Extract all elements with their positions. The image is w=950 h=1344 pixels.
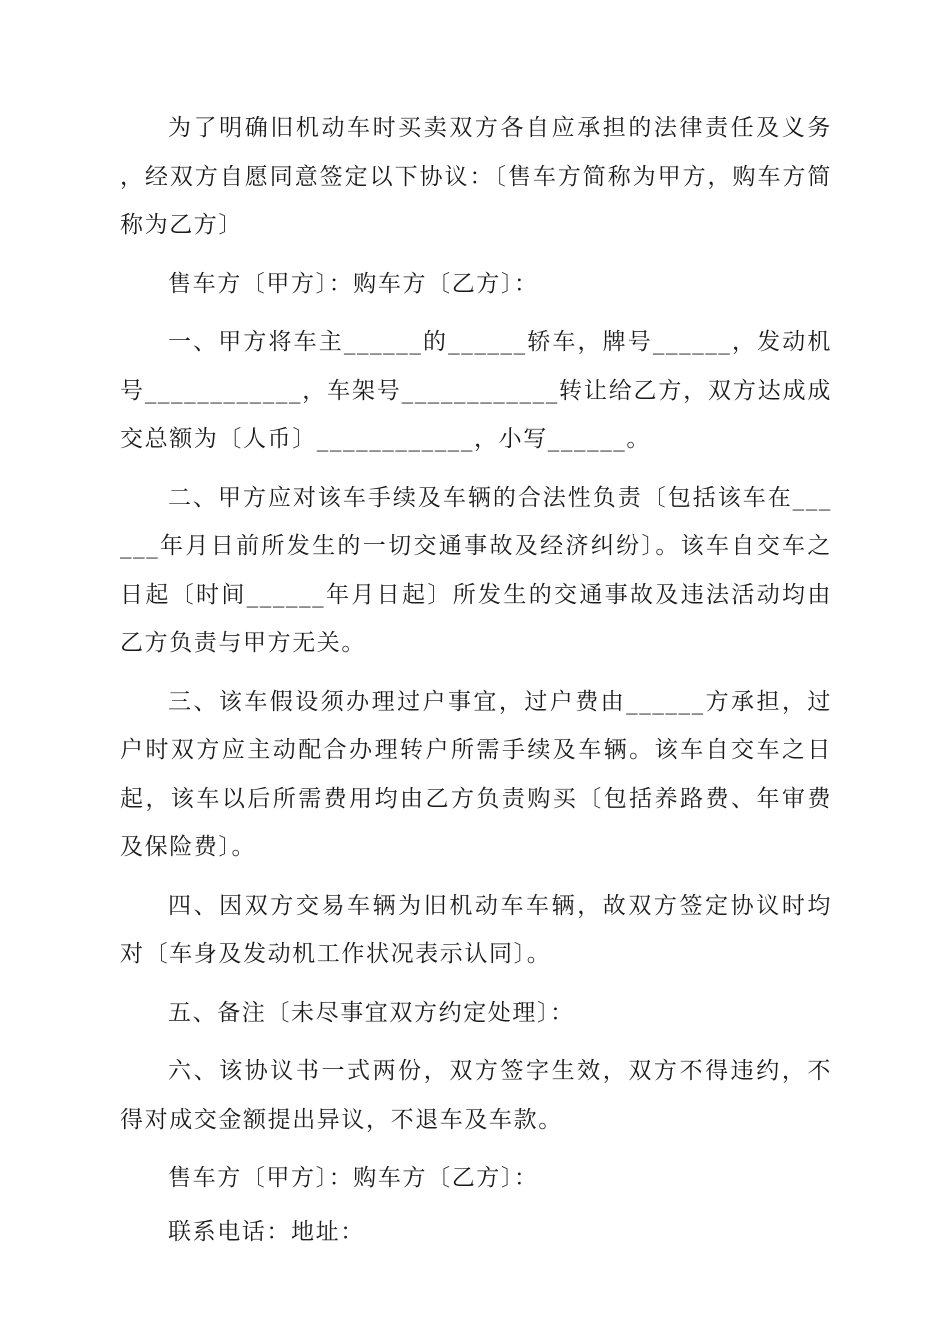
signature-parties-line: 售车方〔甲方〕：购车方〔乙方〕：: [168, 1165, 539, 1191]
intro-paragraph: 为了明确旧机动车时买卖双方各自应承担的法律责任及义务，经双方自愿同意签定以下协议：〔售车方简称为甲方，购车方简称为乙方〕: [120, 115, 832, 238]
clause-1: 一、甲方将车主______的______轿车，牌号______，发动机号____________，车架号____________转让给乙方，双方达成成交总额为〔人币〕____________，小写______。: [120, 329, 832, 452]
clause-3: 三、该车假设须办理过户事宜，过户费由______方承担，过户时双方应主动配合办理转户所需手续及车辆。该车自交车之日起，该车以后所需费用均由乙方负责购买〔包括养路费、年审费及保险费〕。: [120, 688, 832, 860]
parties-line: 售车方〔甲方〕：购车方〔乙方〕：: [168, 270, 539, 297]
clause-6: 六、该协议书一式两份，双方签字生效，双方不得违约，不得对成交金额提出异议，不退车及车款。: [120, 1058, 832, 1133]
document-body: [120, 104, 832, 1266]
contact-line: 联系电话：地址：: [168, 1218, 365, 1245]
clause-5: 五、备注〔未尽事宜双方约定处理〕：: [168, 999, 575, 1026]
clause-4: 四、因双方交易车辆为旧机动车车辆，故双方签定协议时均对〔车身及发动机工作状况表示认同〕。: [120, 892, 832, 967]
clause-2: 二、甲方应对该车手续及车辆的合法性负责〔包括该车在______年月日前所发生的一切交通事故及经济纠纷〕。该车自交车之日起〔时间______年月日起〕所发生的交通事故及违法活动均由乙方负责与甲方无关。: [120, 484, 832, 656]
